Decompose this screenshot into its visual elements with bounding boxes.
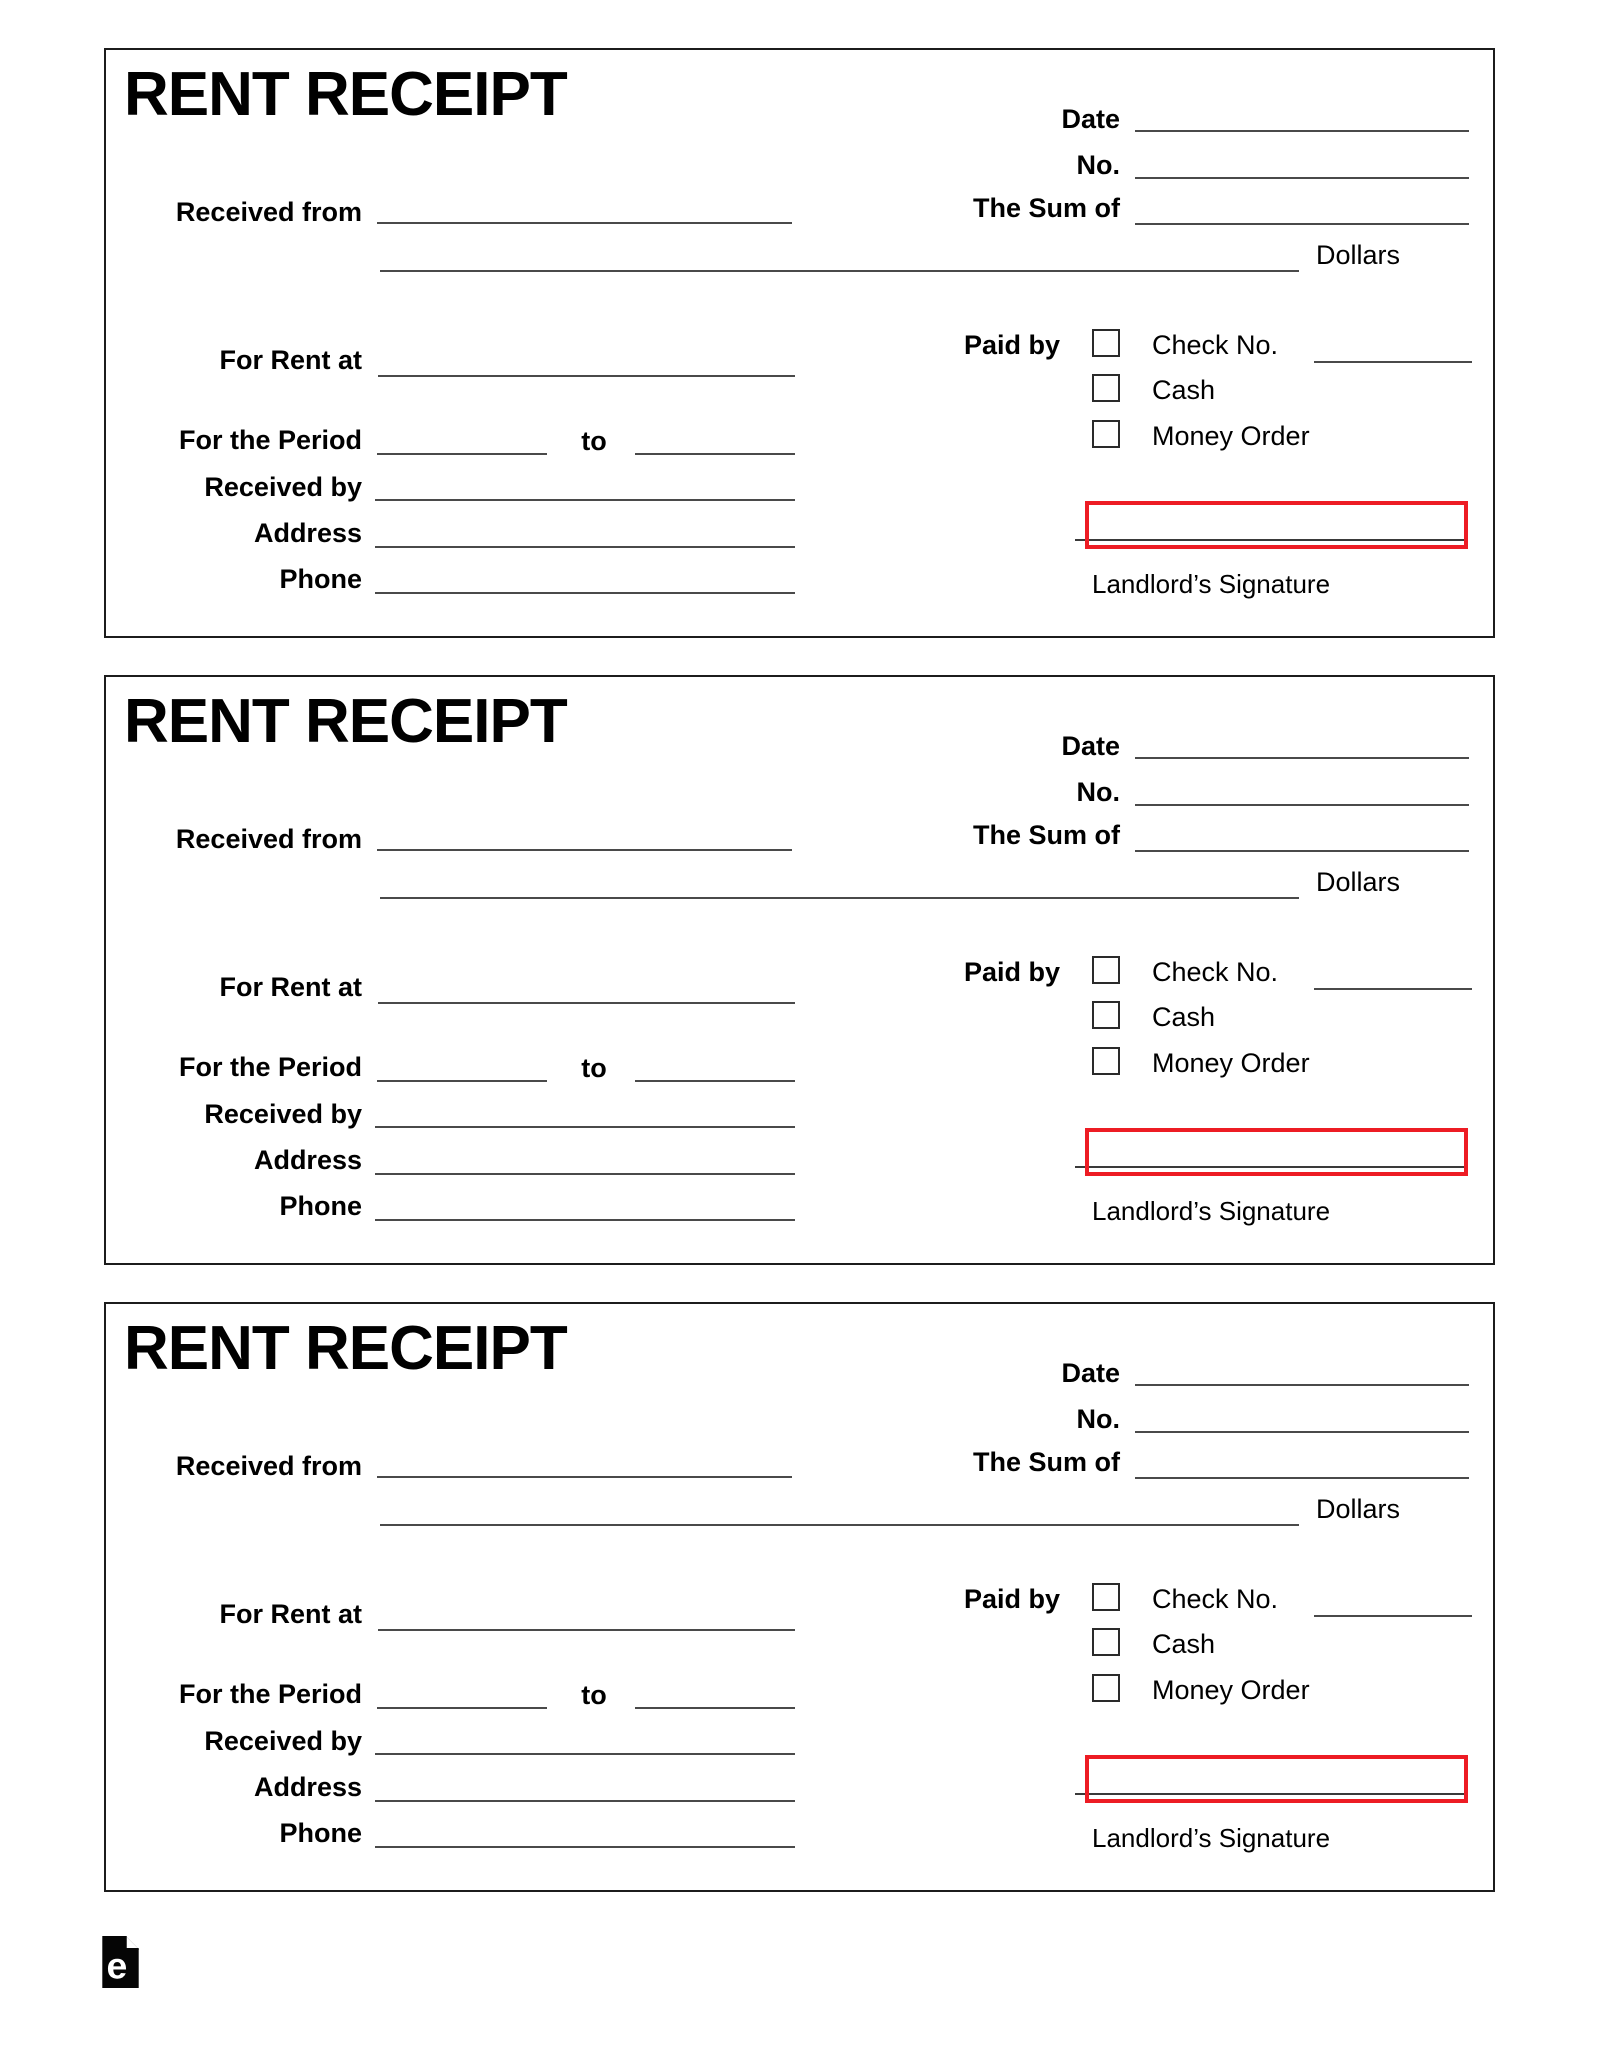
received-from-label: Received from	[175, 197, 362, 227]
address-field[interactable]	[375, 546, 795, 548]
received-from-label: Received from	[175, 824, 362, 854]
date-field[interactable]	[1135, 757, 1469, 759]
sum-label: The Sum of	[973, 1447, 1120, 1477]
landlord-signature-label: Landlord’s Signature	[1092, 1823, 1331, 1853]
money-order-label: Money Order	[1152, 1048, 1310, 1078]
address-label: Address	[253, 518, 362, 548]
dollars-label: Dollars	[1316, 1494, 1401, 1524]
paid-by-label: Paid by	[963, 330, 1060, 360]
receipts-container	[104, 48, 1495, 1929]
received-by-field[interactable]	[375, 499, 795, 501]
date-label: Date	[1061, 104, 1120, 134]
sum-label: The Sum of	[973, 820, 1120, 850]
date-label: Date	[1061, 1358, 1120, 1388]
landlord-signature-label: Landlord’s Signature	[1092, 569, 1331, 599]
check-no-field[interactable]	[1314, 361, 1472, 363]
sum-words-field[interactable]	[380, 897, 1299, 899]
rent-receipt-block	[104, 1302, 1495, 1892]
received-by-label: Received by	[204, 1099, 362, 1129]
received-from-label: Received from	[175, 1451, 362, 1481]
received-by-field[interactable]	[375, 1126, 795, 1128]
check-no-checkbox[interactable]	[1092, 1583, 1120, 1611]
no-label: No.	[1076, 777, 1120, 807]
check-no-label: Check No.	[1152, 330, 1279, 360]
period-to-field[interactable]	[635, 1707, 795, 1709]
period-from-field[interactable]	[377, 1707, 547, 1709]
sum-field[interactable]	[1135, 223, 1469, 225]
paid-by-label: Paid by	[963, 957, 1060, 987]
check-no-checkbox[interactable]	[1092, 329, 1120, 357]
period-to-field[interactable]	[635, 1080, 795, 1082]
phone-field[interactable]	[375, 1219, 795, 1221]
received-from-field[interactable]	[377, 222, 792, 224]
landlord-signature-label: Landlord’s Signature	[1092, 1196, 1331, 1226]
cash-label: Cash	[1152, 375, 1216, 405]
phone-field[interactable]	[375, 1846, 795, 1848]
date-field[interactable]	[1135, 1384, 1469, 1386]
sum-field[interactable]	[1135, 1477, 1469, 1479]
for-rent-at-field[interactable]	[378, 1002, 795, 1004]
cash-label: Cash	[1152, 1629, 1216, 1659]
address-label: Address	[253, 1772, 362, 1802]
sum-words-field[interactable]	[380, 1524, 1299, 1526]
sum-label: The Sum of	[973, 193, 1120, 223]
phone-label: Phone	[279, 1818, 362, 1848]
for-the-period-label: For the Period	[178, 1052, 362, 1082]
cash-label: Cash	[1152, 1002, 1216, 1032]
address-field[interactable]	[375, 1173, 795, 1175]
for-rent-at-label: For Rent at	[219, 1599, 362, 1629]
to-label: to	[581, 1680, 607, 1710]
no-label: No.	[1076, 1404, 1120, 1434]
check-no-field[interactable]	[1314, 1615, 1472, 1617]
phone-label: Phone	[279, 564, 362, 594]
period-to-field[interactable]	[635, 453, 795, 455]
for-rent-at-label: For Rent at	[219, 345, 362, 375]
check-no-label: Check No.	[1152, 1584, 1279, 1614]
eforms-document-icon	[102, 1936, 139, 1988]
phone-field[interactable]	[375, 592, 795, 594]
sum-field[interactable]	[1135, 850, 1469, 852]
landlord-signature-box[interactable]	[1085, 501, 1468, 549]
money-order-checkbox[interactable]	[1092, 420, 1120, 448]
for-rent-at-field[interactable]	[378, 1629, 795, 1631]
check-no-field[interactable]	[1314, 988, 1472, 990]
date-field[interactable]	[1135, 130, 1469, 132]
money-order-checkbox[interactable]	[1092, 1674, 1120, 1702]
receipt-title: RENT RECEIPT	[124, 1314, 567, 1383]
money-order-label: Money Order	[1152, 421, 1310, 451]
logo-letter: e	[106, 1944, 128, 1987]
period-from-field[interactable]	[377, 453, 547, 455]
check-no-label: Check No.	[1152, 957, 1279, 987]
money-order-checkbox[interactable]	[1092, 1047, 1120, 1075]
for-rent-at-label: For Rent at	[219, 972, 362, 1002]
paid-by-label: Paid by	[963, 1584, 1060, 1614]
no-field[interactable]	[1135, 1431, 1469, 1433]
no-field[interactable]	[1135, 804, 1469, 806]
dollars-label: Dollars	[1316, 240, 1401, 270]
address-field[interactable]	[375, 1800, 795, 1802]
cash-checkbox[interactable]	[1092, 374, 1120, 402]
for-the-period-label: For the Period	[178, 1679, 362, 1709]
received-by-label: Received by	[204, 472, 362, 502]
sum-words-field[interactable]	[380, 270, 1299, 272]
address-label: Address	[253, 1145, 362, 1175]
rent-receipt-block	[104, 675, 1495, 1265]
period-from-field[interactable]	[377, 1080, 547, 1082]
for-the-period-label: For the Period	[178, 425, 362, 455]
no-label: No.	[1076, 150, 1120, 180]
received-by-field[interactable]	[375, 1753, 795, 1755]
no-field[interactable]	[1135, 177, 1469, 179]
phone-label: Phone	[279, 1191, 362, 1221]
to-label: to	[581, 426, 607, 456]
for-rent-at-field[interactable]	[378, 375, 795, 377]
dollars-label: Dollars	[1316, 867, 1401, 897]
received-by-label: Received by	[204, 1726, 362, 1756]
receipt-title: RENT RECEIPT	[124, 60, 567, 129]
landlord-signature-box[interactable]	[1085, 1128, 1468, 1176]
receipt-title: RENT RECEIPT	[124, 687, 567, 756]
landlord-signature-box[interactable]	[1085, 1755, 1468, 1803]
rent-receipt-block	[104, 48, 1495, 638]
cash-checkbox[interactable]	[1092, 1628, 1120, 1656]
received-from-field[interactable]	[377, 849, 792, 851]
check-no-checkbox[interactable]	[1092, 956, 1120, 984]
cash-checkbox[interactable]	[1092, 1001, 1120, 1029]
to-label: to	[581, 1053, 607, 1083]
money-order-label: Money Order	[1152, 1675, 1310, 1705]
date-label: Date	[1061, 731, 1120, 761]
received-from-field[interactable]	[377, 1476, 792, 1478]
